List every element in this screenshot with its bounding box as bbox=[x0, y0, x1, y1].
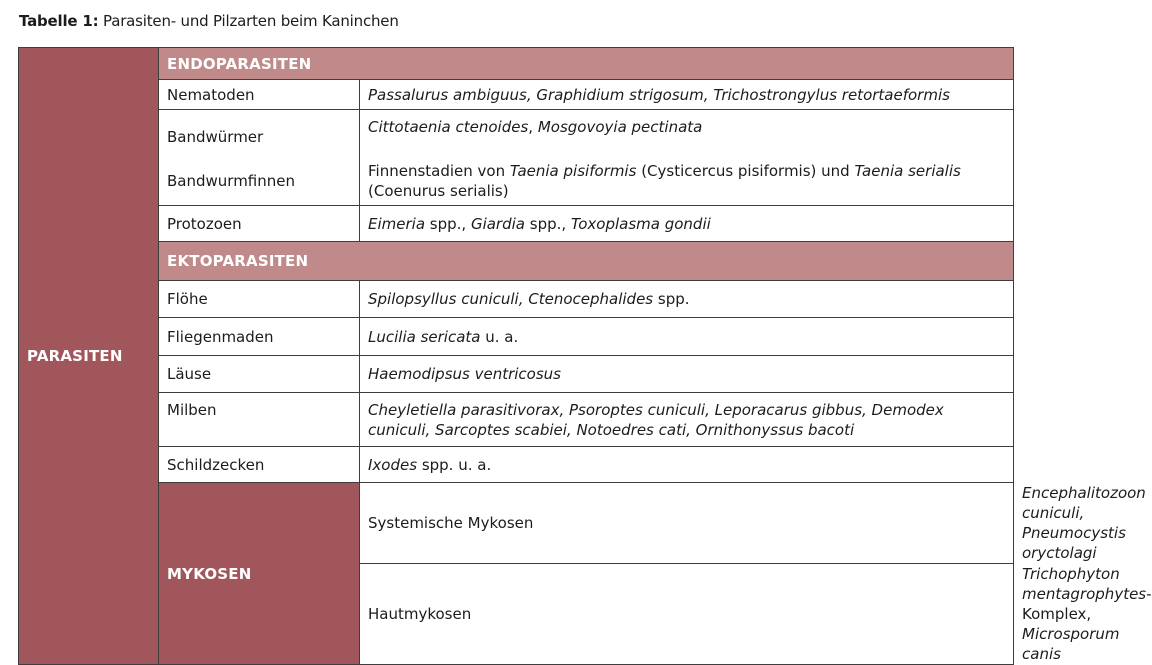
row-name-floehe: Flöhe bbox=[159, 281, 360, 318]
row-species-nematoden: Passalurus ambiguus, Graphidium strigosum, Trichostrongylus retortaeformis bbox=[360, 80, 1014, 110]
category-parasites: PARASITEN bbox=[19, 48, 159, 665]
row-name-milben: Milben bbox=[159, 393, 360, 447]
row-name-fliegenmaden: Fliegenmaden bbox=[159, 318, 360, 356]
row-name-haut: Hautmykosen bbox=[360, 564, 1014, 665]
table-row bbox=[19, 281, 1014, 318]
row-name-bandwurmfinnen: Bandwurmfinnen bbox=[167, 172, 295, 190]
category-mycoses: MYKOSEN bbox=[159, 483, 360, 665]
row-name-systemisch: Systemische Mykosen bbox=[360, 483, 1014, 564]
caption-label: Tabelle 1: bbox=[19, 12, 99, 30]
section-endoparasites: ENDOPARASITEN bbox=[159, 48, 1014, 80]
table-row: Hautmykosen Trichophyton mentagrophytes-Komplex, Microsporum canis bbox=[19, 564, 1014, 665]
caption-text: Parasiten- und Pilzarten beim Kaninchen bbox=[103, 12, 399, 30]
table-row bbox=[19, 206, 1014, 242]
row-species-milben: Cheyletiella parasitivorax, Psoroptes cuniculi, Leporacarus gibbus, Demodex cuniculi, Sarcoptes scabiei, Notoedres cati, Ornithonyssus bacoti bbox=[360, 393, 1014, 447]
parasite-table bbox=[18, 47, 1152, 665]
table-row bbox=[19, 393, 1014, 447]
row-species-protozoen: Eimeria spp., Giardia spp., Toxoplasma gondii bbox=[360, 206, 1014, 242]
row-species-bandwuermer: Cittotaenia ctenoides, Mosgovoyia pectinata bbox=[368, 118, 703, 136]
row-name-bandwuermer-group bbox=[159, 110, 360, 206]
table-row bbox=[19, 447, 1014, 483]
row-species-bandwurmfinnen: Finnenstadien von Taenia pisiformis (Cysticercus pisiformis) und Taenia serialis (Coenurus serialis) bbox=[368, 162, 961, 200]
row-name-bandwuermer: Bandwürmer bbox=[167, 128, 264, 146]
row-name-protozoen: Protozoen bbox=[159, 206, 360, 242]
table-row bbox=[19, 318, 1014, 356]
table-row bbox=[19, 48, 1014, 80]
table-row: MYKOSEN Systemische Mykosen Encephalitozoon cuniculi, Pneumocystis oryctolagi bbox=[19, 483, 1014, 564]
table-row bbox=[19, 110, 1014, 206]
row-name-nematoden: Nematoden bbox=[159, 80, 360, 110]
row-species-laeuse: Haemodipsus ventricosus bbox=[360, 356, 1014, 393]
table-row bbox=[19, 356, 1014, 393]
row-name-schildzecken: Schildzecken bbox=[159, 447, 360, 483]
table-row bbox=[19, 242, 1014, 281]
section-ektoparasites: EKTOPARASITEN bbox=[159, 242, 1014, 281]
row-species-schildzecken: Ixodes spp. u. a. bbox=[360, 447, 1014, 483]
row-name-laeuse: Läuse bbox=[159, 356, 360, 393]
row-species-bandwuermer-group bbox=[360, 110, 1014, 206]
row-species-fliegenmaden: Lucilia sericata u. a. bbox=[360, 318, 1014, 356]
table-row bbox=[19, 80, 1014, 110]
table-caption bbox=[19, 12, 399, 30]
row-species-floehe: Spilopsyllus cuniculi, Ctenocephalides spp. bbox=[360, 281, 1014, 318]
